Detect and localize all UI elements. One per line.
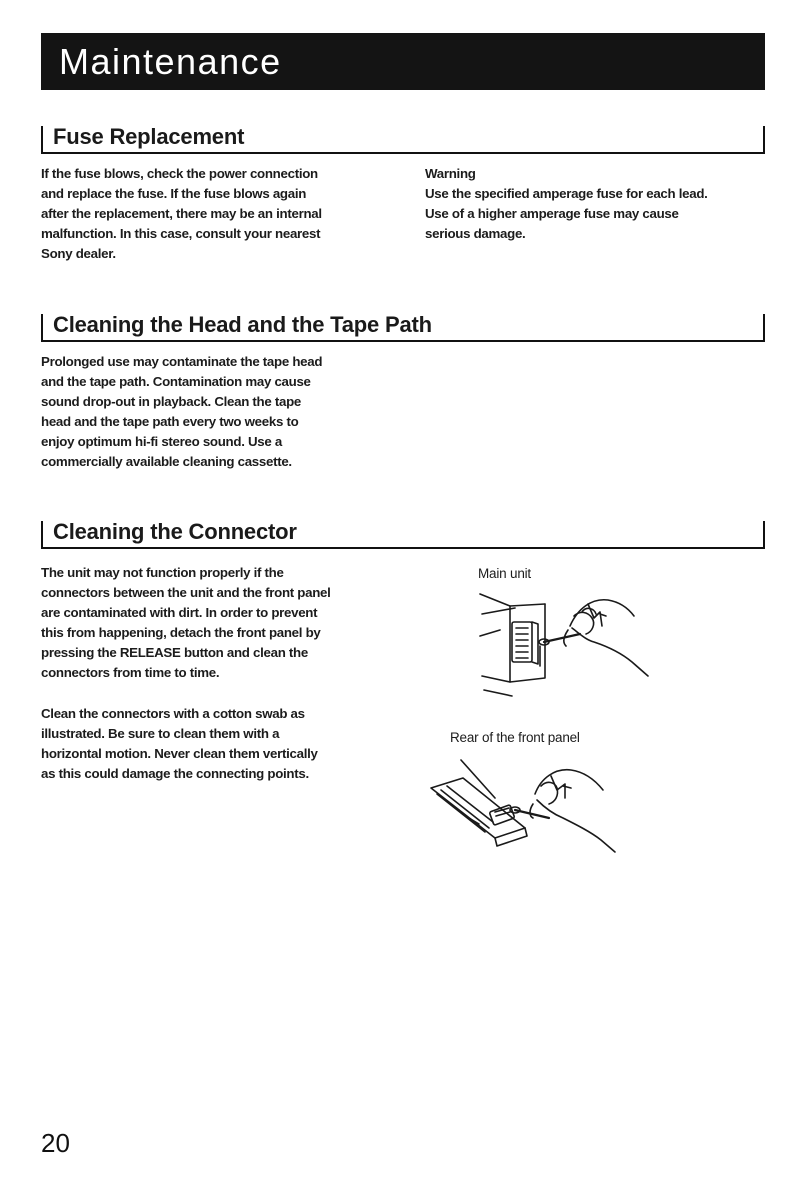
section-banner bbox=[41, 33, 765, 90]
text-line: Prolonged use may contaminate the tape head bbox=[41, 354, 323, 369]
connector-heading bbox=[41, 519, 765, 549]
connector-paragraph-1 bbox=[41, 563, 411, 683]
fuse-replacement-title: Fuse Replacement bbox=[53, 124, 245, 149]
text-line: after the replacement, there may be an internal bbox=[41, 206, 322, 221]
head-path-heading bbox=[41, 312, 765, 342]
text-line: If the fuse blows, check the power connection bbox=[41, 166, 318, 181]
text-line: serious damage. bbox=[425, 226, 526, 241]
text-line: illustrated. Be sure to clean them with a bbox=[41, 726, 280, 741]
text-line: pressing the RELEASE button and clean the bbox=[41, 645, 308, 660]
text-line: sound drop-out in playback. Clean the tape bbox=[41, 394, 302, 409]
text-line: enjoy optimum hi-fi stereo sound. Use a bbox=[41, 434, 282, 449]
text-line: connectors from time to time. bbox=[41, 665, 220, 680]
warning-note bbox=[425, 164, 780, 244]
text-line: commercially available cleaning cassette. bbox=[41, 454, 292, 469]
text-line: Sony dealer. bbox=[41, 246, 116, 261]
page-number: 20 bbox=[41, 1128, 70, 1158]
text-line: Clean the connectors with a cotton swab as bbox=[41, 706, 305, 721]
text-line: malfunction. In this case, consult your nearest bbox=[41, 226, 321, 241]
banner-title: Maintenance bbox=[59, 41, 282, 82]
connector-paragraph-2 bbox=[41, 704, 411, 784]
text-line: head and the tape path every two weeks to bbox=[41, 414, 299, 429]
head-path-paragraph bbox=[41, 352, 411, 472]
head-path-title: Cleaning the Head and the Tape Path bbox=[53, 312, 432, 337]
text-line: connectors between the unit and the front panel bbox=[41, 585, 331, 600]
text-line: The unit may not function properly if the bbox=[41, 565, 284, 580]
text-line: this from happening, detach the front panel by bbox=[41, 625, 321, 640]
front-panel-illustration bbox=[425, 758, 625, 858]
connector-title: Cleaning the Connector bbox=[53, 519, 297, 544]
main-unit-caption: Main unit bbox=[478, 566, 531, 581]
text-line: are contaminated with dirt. In order to prevent bbox=[41, 605, 318, 620]
front-panel-caption: Rear of the front panel bbox=[450, 730, 580, 745]
text-line: horizontal motion. Never clean them vertically bbox=[41, 746, 318, 761]
text-line: Use the specified amperage fuse for each lead. bbox=[425, 186, 708, 201]
main-unit-illustration bbox=[470, 586, 660, 704]
warning-title: Warning bbox=[425, 166, 476, 181]
fuse-paragraph bbox=[41, 164, 411, 264]
fuse-replacement-heading bbox=[41, 124, 765, 154]
text-line: and replace the fuse. If the fuse blows again bbox=[41, 186, 307, 201]
text-line: as this could damage the connecting points. bbox=[41, 766, 309, 781]
text-line: and the tape path. Contamination may cause bbox=[41, 374, 311, 389]
text-line: Use of a higher amperage fuse may cause bbox=[425, 206, 679, 221]
